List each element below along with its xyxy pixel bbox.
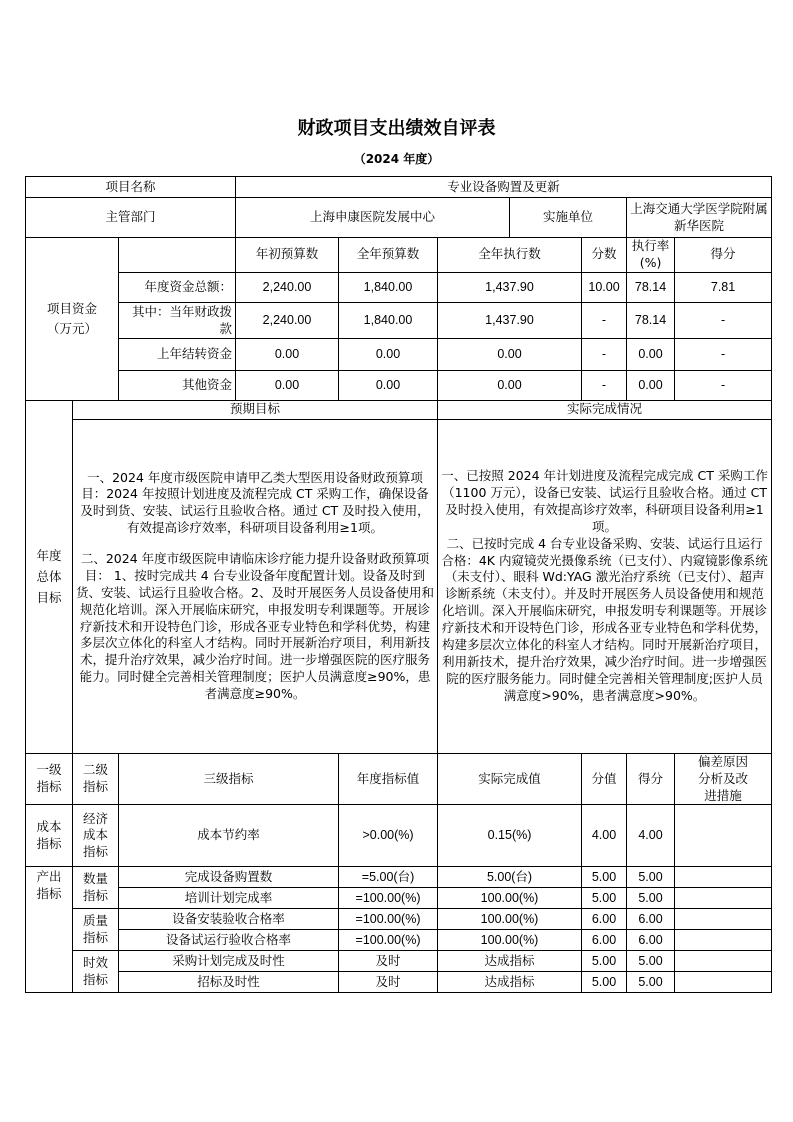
- cost-level2: 经济成本指标: [73, 805, 119, 867]
- goals-expected-label: 预期目标: [73, 400, 438, 419]
- output-level2-timeliness: 时效指标: [73, 951, 119, 993]
- project-name: 专业设备购置及更新: [236, 177, 772, 198]
- funds-col-rate: 执行率(%): [627, 238, 675, 273]
- project-name-row: [26, 177, 772, 198]
- funds-row: [26, 338, 772, 370]
- indicator-target: 及时: [339, 951, 438, 972]
- col-level1: 一级指标: [26, 753, 73, 805]
- funds-col-executed: 全年执行数: [438, 238, 582, 273]
- indicator-deviation: [675, 909, 772, 930]
- output-level1: 产出指标: [26, 867, 73, 993]
- impl-label: 实施单位: [510, 198, 627, 238]
- goals-actual-label: 实际完成情况: [438, 400, 772, 419]
- dept-value: 上海申康医院发展中心: [236, 198, 510, 238]
- indicator-actual: 100.00(%): [438, 909, 582, 930]
- output-level2-quality: 质量指标: [73, 909, 119, 951]
- col-score: 得分: [627, 753, 675, 805]
- indicator-score: 5.00: [627, 972, 675, 993]
- indicator-weight: 5.00: [582, 951, 627, 972]
- goals-body-row: [26, 419, 772, 753]
- expected-goal-1: 一、2024 年度市级医院申请甲乙类大型医用设备财政预算项目：2024 年按照计划进度及流程完成 CT 采购工作，确保设备及时到货、安装、试运行且验收合格。通过 CT 及时投入使用，有效提高诊疗效率，科研项目设备利用≥1项。: [80, 469, 430, 536]
- indicator-weight: 6.00: [582, 930, 627, 951]
- funds-initial: 2,240.00: [236, 272, 339, 302]
- indicator-row: [26, 867, 772, 888]
- indicator-deviation: [675, 805, 772, 867]
- actual-result-2: 二、已按时完成 4 台专业设备采购、安装、试运行且运行合格：4K 内窥镜荧光摄像系统（已支付）、内窥镜影像系统（未支付）、眼科 Wd:YAG 激光治疗系统（已支付）、超声诊断系统（未支付）。并及时开展医务人员设备使用和规范化培训。深入开展临床研究，申报发明专利课题等。开展诊疗新技术和开设特色门诊，形成各亚专业特色和学科优势，构建多层次立体化的科室人才结构。同时开展新治疗项目，利用新技术，提升治疗效果，减少治疗时间。进一步增强医院的医疗服务能力。同时健全完善相关管理制度;医护人员满意度>90%，患者满意度>90%。: [441, 535, 768, 703]
- funds-col-points: 得分: [675, 238, 772, 273]
- indicator-score: 4.00: [627, 805, 675, 867]
- col-actual: 实际完成值: [438, 753, 582, 805]
- indicator-actual: 达成指标: [438, 972, 582, 993]
- indicator-deviation: [675, 951, 772, 972]
- indicator-name: 设备试运行验收合格率: [119, 930, 339, 951]
- funds-score: -: [582, 338, 627, 370]
- funds-rate: 78.14: [627, 272, 675, 302]
- col-target: 年度指标值: [339, 753, 438, 805]
- indicator-target: =5.00(台): [339, 867, 438, 888]
- goals-header-row: [26, 400, 772, 419]
- indicator-deviation: [675, 972, 772, 993]
- indicator-row: [26, 951, 772, 972]
- indicator-row: [26, 805, 772, 867]
- funds-score: 10.00: [582, 272, 627, 302]
- funds-row: [26, 370, 772, 400]
- funds-row-label: 其中：当年财政拨款: [119, 302, 236, 338]
- funds-points: -: [675, 302, 772, 338]
- funds-annual: 1,840.00: [339, 302, 438, 338]
- actual-result-1: 一、已按照 2024 年计划进度及流程完成完成 CT 采购工作（1100 万元），设备已安装、试运行且验收合格。通过 CT 及时投入使用，有效提高诊疗效率，科研项目设备利用≥1 项。: [441, 468, 768, 534]
- indicator-actual: 5.00(台): [438, 867, 582, 888]
- funds-row: [26, 302, 772, 338]
- indicator-score: 5.00: [627, 888, 675, 909]
- funds-executed: 1,437.90: [438, 302, 582, 338]
- indicator-name: 设备安装验收合格率: [119, 909, 339, 930]
- funds-corner: [119, 238, 236, 273]
- indicator-target: >0.00(%): [339, 805, 438, 867]
- funds-executed: 0.00: [438, 338, 582, 370]
- funds-col-initial: 年初预算数: [236, 238, 339, 273]
- funds-rate: 78.14: [627, 302, 675, 338]
- funds-points: -: [675, 338, 772, 370]
- indicator-name: 培训计划完成率: [119, 888, 339, 909]
- page-title: 财政项目支出绩效自评表: [297, 118, 496, 139]
- indicator-weight: 6.00: [582, 909, 627, 930]
- funds-initial: 0.00: [236, 370, 339, 400]
- funds-row-label: 其他资金: [119, 370, 236, 400]
- indicator-deviation: [675, 888, 772, 909]
- funds-annual: 0.00: [339, 370, 438, 400]
- funds-row-label: 年度资金总额：: [119, 272, 236, 302]
- col-level3: 三级指标: [119, 753, 339, 805]
- indicator-score: 5.00: [627, 951, 675, 972]
- indicator-name: 招标及时性: [119, 972, 339, 993]
- indicator-actual: 100.00(%): [438, 930, 582, 951]
- report-year: （2024 年度）: [353, 152, 440, 166]
- indicator-name: 成本节约率: [119, 805, 339, 867]
- goals-label: 年度总体目标: [26, 400, 73, 753]
- funds-points: -: [675, 370, 772, 400]
- indicator-weight: 5.00: [582, 867, 627, 888]
- indicator-target: =100.00(%): [339, 909, 438, 930]
- output-level2-quantity: 数量指标: [73, 867, 119, 909]
- actual-results-text: [438, 419, 772, 753]
- funds-annual: 1,840.00: [339, 272, 438, 302]
- indicator-actual: 达成指标: [438, 951, 582, 972]
- indicator-name: 采购计划完成及时性: [119, 951, 339, 972]
- funds-score: -: [582, 370, 627, 400]
- indicator-weight: 4.00: [582, 805, 627, 867]
- indicator-target: =100.00(%): [339, 888, 438, 909]
- indicator-actual: 0.15(%): [438, 805, 582, 867]
- indicator-deviation: [675, 867, 772, 888]
- funds-score: -: [582, 302, 627, 338]
- indicator-row: [26, 888, 772, 909]
- expected-goal-2: 二、2024 年度市级医院申请临床诊疗能力提升设备财政预算项目： 1、按时完成共 4 台专业设备年度配置计划。设备及时到货、安装、试运行且验收合格。2、及时开展医务人员设备使用和规范化培训。深入开展临床研究，申报发明专利课题等。开展诊疗新技术和开设特色门诊，形成各亚专业特色和学科优势，构建多层次立体化的科室人才结构。同时开展新治疗项目，利用新技术，提升治疗效果，减少治疗时间。进一步增强医院的医疗服务能力。同时健全完善相关管理制度；医护人员满意度≥90%，患者满意度≥90%。: [76, 551, 434, 702]
- funds-row-label: 上年结转资金: [119, 338, 236, 370]
- indicator-score: 6.00: [627, 909, 675, 930]
- indicator-weight: 5.00: [582, 888, 627, 909]
- impl-value: 上海交通大学医学院附属新华医院: [627, 198, 772, 238]
- indicator-score: 5.00: [627, 867, 675, 888]
- cost-level1: 成本指标: [26, 805, 73, 867]
- indicator-header-row: [26, 753, 772, 805]
- funds-executed: 0.00: [438, 370, 582, 400]
- indicator-deviation: [675, 930, 772, 951]
- indicator-name: 完成设备购置数: [119, 867, 339, 888]
- funds-header-row: [26, 238, 772, 273]
- col-level2: 二级指标: [73, 753, 119, 805]
- funds-initial: 2,240.00: [236, 302, 339, 338]
- indicator-target: =100.00(%): [339, 930, 438, 951]
- indicator-score: 6.00: [627, 930, 675, 951]
- funds-points: 7.81: [675, 272, 772, 302]
- expected-goals-text: [73, 419, 438, 753]
- funds-executed: 1,437.90: [438, 272, 582, 302]
- funds-annual: 0.00: [339, 338, 438, 370]
- dept-label: 主管部门: [26, 198, 236, 238]
- evaluation-table: [25, 176, 772, 993]
- funds-label: 项目资金（万元）: [26, 238, 119, 401]
- col-deviation: 偏差原因分析及改进措施: [675, 753, 772, 805]
- indicator-row: [26, 930, 772, 951]
- funds-rate: 0.00: [627, 370, 675, 400]
- indicator-actual: 100.00(%): [438, 888, 582, 909]
- indicator-row: [26, 909, 772, 930]
- department-row: [26, 198, 772, 238]
- funds-rate: 0.00: [627, 338, 675, 370]
- col-weight: 分值: [582, 753, 627, 805]
- indicator-row: [26, 972, 772, 993]
- funds-col-score: 分数: [582, 238, 627, 273]
- project-name-label: 项目名称: [26, 177, 236, 198]
- funds-row: [26, 272, 772, 302]
- indicator-target: 及时: [339, 972, 438, 993]
- funds-initial: 0.00: [236, 338, 339, 370]
- funds-col-annual: 全年预算数: [339, 238, 438, 273]
- indicator-weight: 5.00: [582, 972, 627, 993]
